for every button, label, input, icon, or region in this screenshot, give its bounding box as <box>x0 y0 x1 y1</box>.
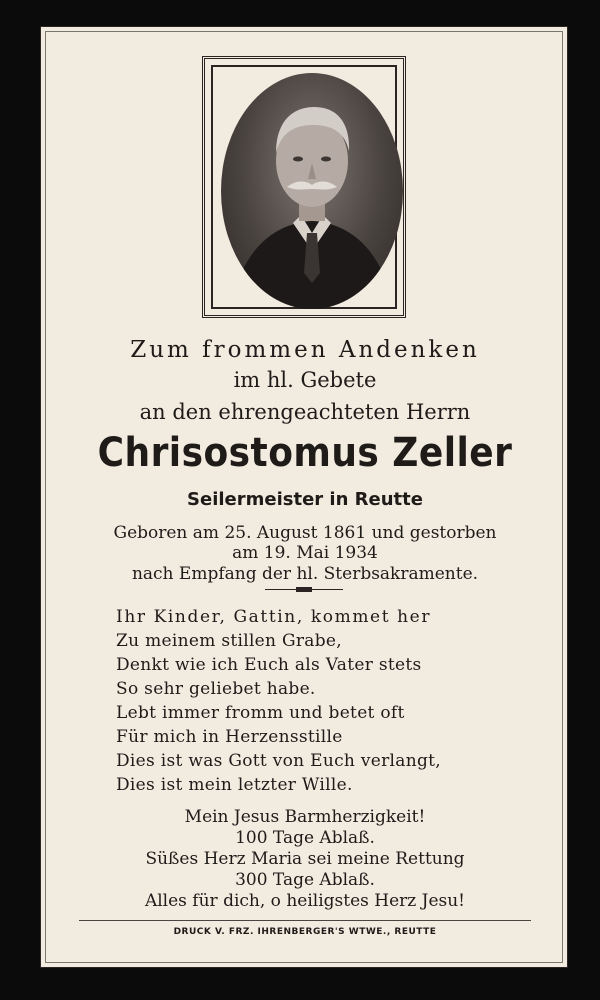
life-line: nach Empfang der hl. Sterbsakramente. <box>131 564 479 584</box>
printer-credit: DRUCK V. FRZ. IHRENBERGER'S WTWE., REUTTE <box>173 927 437 937</box>
prayer-line: 300 Tage Ablaß. <box>235 870 375 890</box>
prayer-line: Mein Jesus Barmherzigkeit! <box>184 807 426 827</box>
heading: Zum frommen Andenken <box>130 337 480 363</box>
poem-line: Dies ist was Gott von Euch verlangt, <box>116 751 442 771</box>
prayer-line: Alles für dich, o heiligstes Herz Jesu! <box>144 891 466 911</box>
life-line: Geboren am 25. August 1861 und gestorben <box>113 523 497 543</box>
profession: Seilermeister in Reutte <box>187 489 423 510</box>
photo-frame <box>202 56 406 318</box>
prayer-line: 100 Tage Ablaß. <box>235 828 375 848</box>
subheading: im hl. Gebete <box>233 368 377 392</box>
poem <box>116 605 556 797</box>
photo-frame-inner <box>211 65 397 309</box>
footer-rule <box>79 920 531 921</box>
ornament-divider <box>265 589 343 590</box>
poem-line: Lebt immer fromm und betet oft <box>116 703 405 723</box>
deceased-name: Chrisostomus Zeller <box>97 430 513 476</box>
prayer-line: Süßes Herz Maria sei meine Rettung <box>145 849 465 869</box>
portrait-photo <box>221 73 403 309</box>
poem-line: Ihr Kinder, Gattin, kommet her <box>116 607 432 627</box>
poem-line: Dies ist mein letzter Wille. <box>116 775 353 795</box>
card-paper <box>40 26 568 968</box>
poem-line: So sehr geliebet habe. <box>116 679 316 699</box>
poem-line: Zu meinem stillen Grabe, <box>116 631 342 651</box>
poem-line: Für mich in Herzensstille <box>116 727 343 747</box>
poem-line: Denkt wie ich Euch als Vater stets <box>116 655 422 675</box>
dedication: an den ehrengeachteten Herrn <box>139 400 471 424</box>
life-line: am 19. Mai 1934 <box>232 543 378 563</box>
